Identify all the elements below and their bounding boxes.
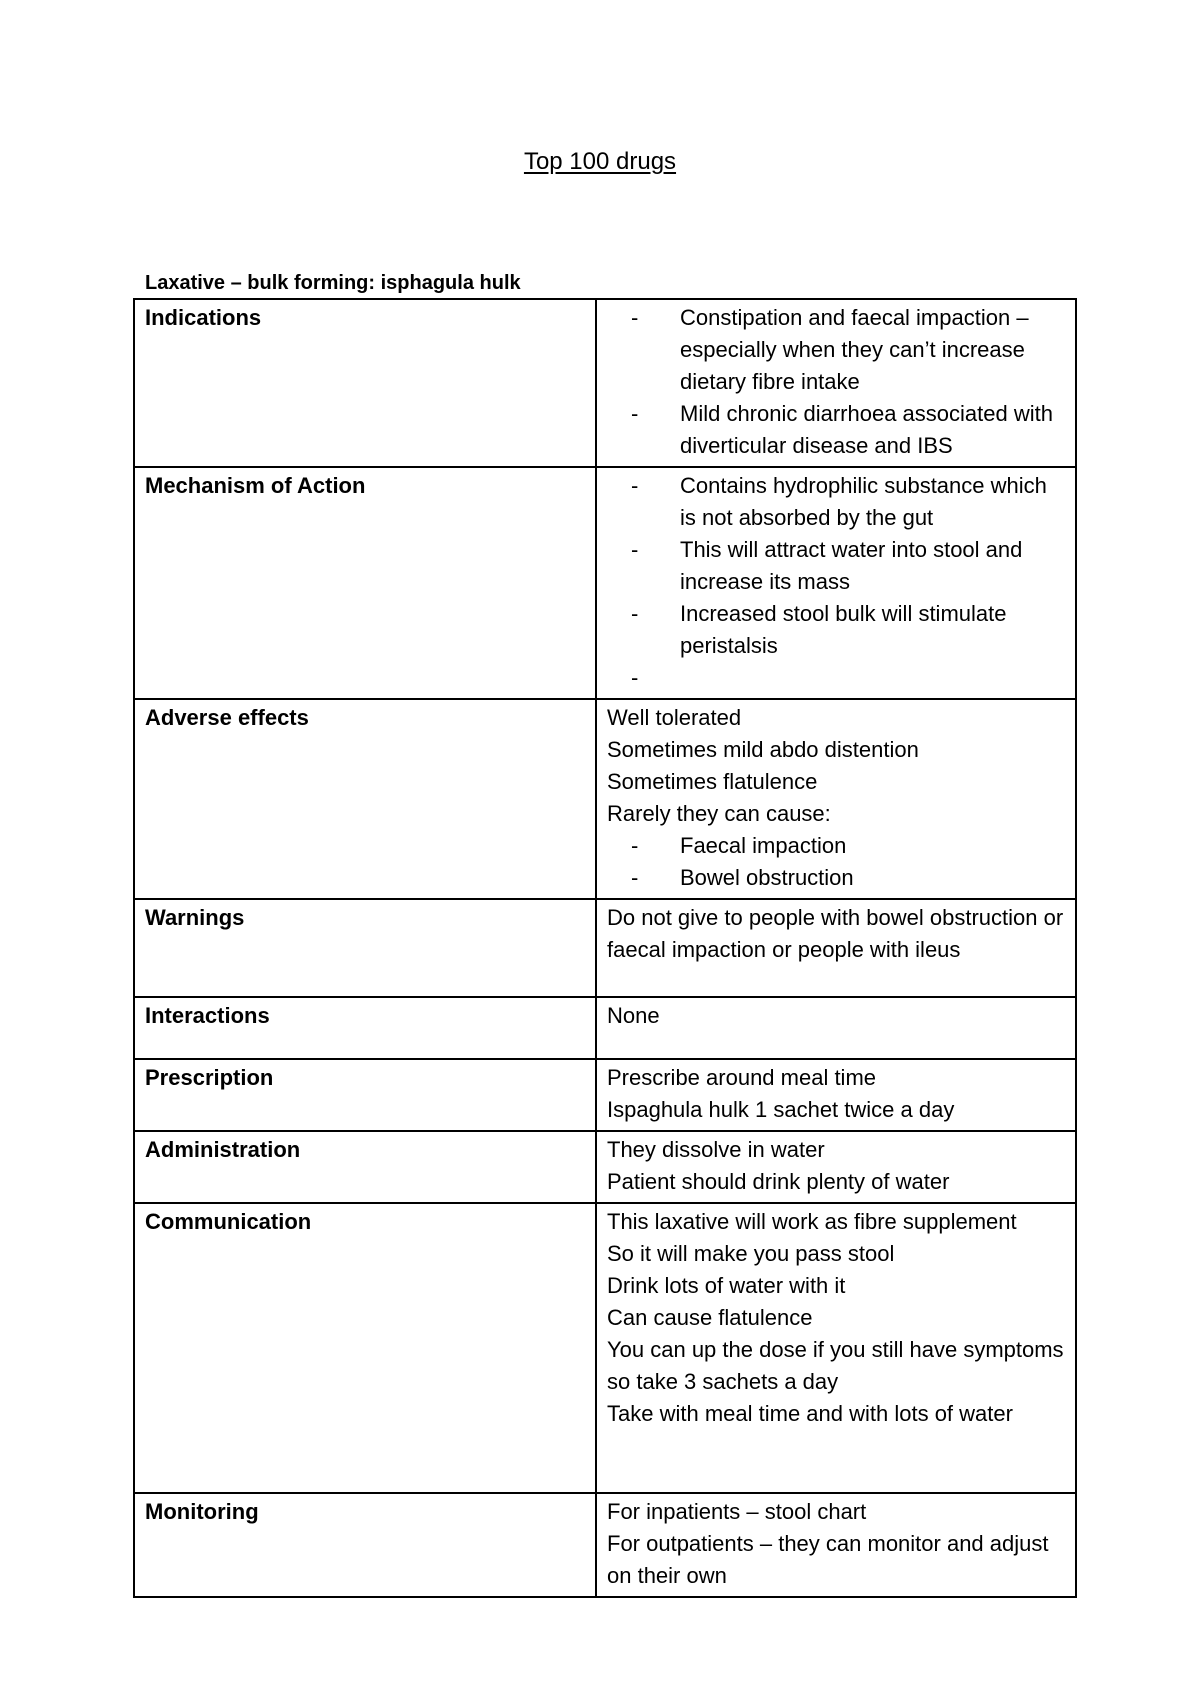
row-content	[596, 299, 1076, 467]
row-content	[596, 899, 1076, 997]
drug-heading: Laxative – bulk forming: isphagula hulk	[145, 272, 521, 294]
content-line: None	[607, 1003, 660, 1028]
content-line: You can up the dose if you still have symptoms so take 3 sachets a day	[607, 1337, 1064, 1394]
row-label: Prescription	[134, 1059, 596, 1131]
row-mechanism	[134, 467, 1076, 699]
content-line: Drink lots of water with it	[607, 1273, 846, 1298]
content-line: Ispaghula hulk 1 sachet twice a day	[607, 1097, 955, 1122]
row-label: Adverse effects	[134, 699, 596, 899]
content-line: Sometimes flatulence	[607, 769, 818, 794]
content-line: Rarely they can cause:	[607, 801, 831, 826]
row-label: Warnings	[134, 899, 596, 997]
row-label: Communication	[134, 1203, 596, 1493]
row-warnings	[134, 899, 1076, 997]
content-line: This laxative will work as fibre supplement	[607, 1209, 1017, 1234]
row-label: Interactions	[134, 997, 596, 1059]
row-content	[596, 1493, 1076, 1597]
row-monitoring	[134, 1493, 1076, 1597]
row-prescription	[134, 1059, 1076, 1131]
row-content	[596, 1059, 1076, 1131]
row-content	[596, 1131, 1076, 1203]
content-line: Do not give to people with bowel obstruction or faecal impaction or people with ileus	[607, 905, 1064, 962]
content-line: So it will make you pass stool	[607, 1241, 895, 1266]
bullet-list	[607, 830, 1065, 894]
row-interactions	[134, 997, 1076, 1059]
content-line: Take with meal time and with lots of water	[607, 1401, 1013, 1426]
content-line: Sometimes mild abdo distention	[607, 737, 919, 762]
row-content	[596, 699, 1076, 899]
bullet-item: - This will attract water into stool and increase its mass	[667, 534, 1065, 598]
bullet-item: - Contains hydrophilic substance which is not absorbed by the gut	[667, 470, 1065, 534]
bullet-item: - Constipation and faecal impaction – especially when they can’t increase dietary fibre intake	[667, 302, 1065, 398]
row-communication	[134, 1203, 1076, 1493]
row-label: Monitoring	[134, 1493, 596, 1597]
row-label: Administration	[134, 1131, 596, 1203]
bullet-item: - Faecal impaction	[667, 830, 1065, 862]
content-line: Prescribe around meal time	[607, 1065, 877, 1090]
bullet-item-empty	[667, 662, 1065, 694]
content-line: For outpatients – they can monitor and adjust on their own	[607, 1531, 1049, 1588]
bullet-item: - Mild chronic diarrhoea associated with diverticular disease and IBS	[667, 398, 1065, 462]
content-line: They dissolve in water	[607, 1137, 825, 1162]
content-line: Can cause flatulence	[607, 1305, 813, 1330]
bullet-list	[607, 470, 1065, 694]
row-administration	[134, 1131, 1076, 1203]
bullet-item: - Bowel obstruction	[667, 862, 1065, 894]
row-indications	[134, 299, 1076, 467]
drug-info-table	[133, 298, 1077, 1598]
bullet-item: - Increased stool bulk will stimulate peristalsis	[667, 598, 1065, 662]
content-line: Patient should drink plenty of water	[607, 1169, 950, 1194]
row-label: Mechanism of Action	[134, 467, 596, 699]
row-label: Indications	[134, 299, 596, 467]
row-content	[596, 467, 1076, 699]
content-line: For inpatients – stool chart	[607, 1499, 867, 1524]
row-adverse-effects	[134, 699, 1076, 899]
content-line: Well tolerated	[607, 705, 742, 730]
row-content	[596, 1203, 1076, 1493]
page-title: Top 100 drugs	[523, 148, 677, 175]
row-content	[596, 997, 1076, 1059]
bullet-list	[607, 302, 1065, 462]
